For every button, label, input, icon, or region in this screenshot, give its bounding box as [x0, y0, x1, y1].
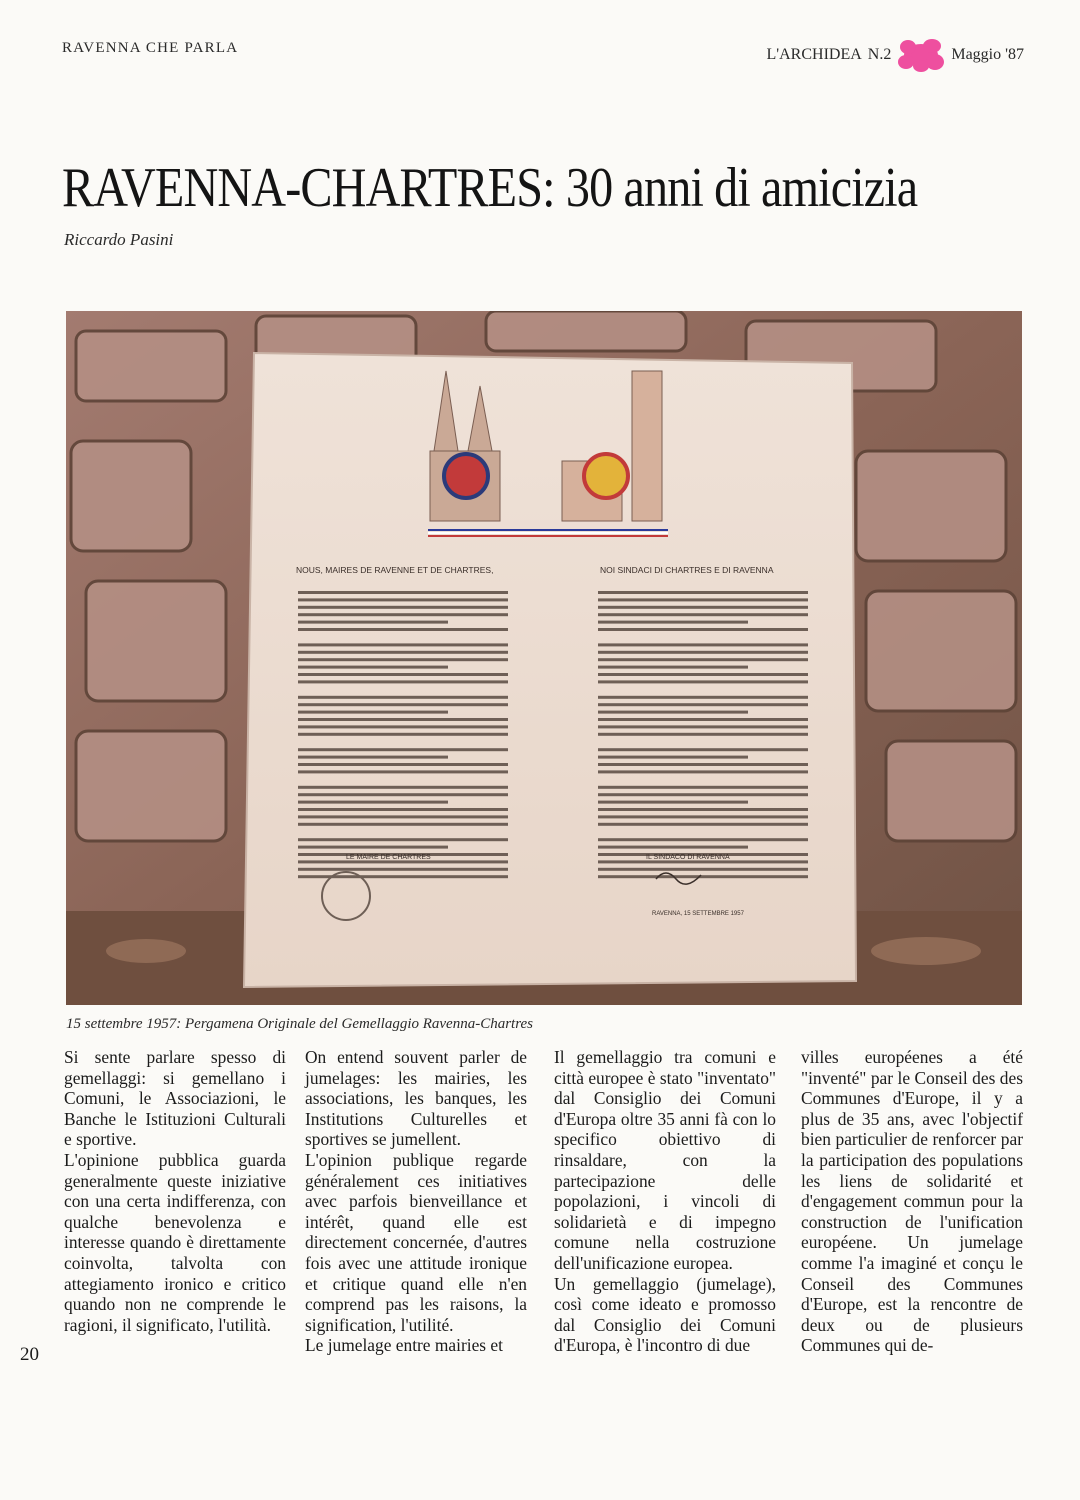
parchment-text-line [298, 658, 508, 661]
parchment-text-line [298, 868, 508, 871]
parchment-text-line [598, 733, 808, 736]
parchment-text-line [298, 786, 508, 789]
paragraph: Un gemellaggio (jumelage), così come ideato e promosso dal Consiglio dei Comuni d'Europa, è l'incontro di due [554, 1273, 776, 1356]
paragraph: Le jumelage entre mairies et [305, 1335, 503, 1356]
parchment-text-line [598, 613, 808, 616]
parchment-text-line [298, 763, 508, 766]
parchment-text-line [298, 718, 508, 721]
parchment-text-line [298, 643, 508, 646]
parchment-text-line [298, 823, 508, 826]
parchment-text-line [298, 711, 448, 714]
parchment-text-line [598, 680, 808, 683]
parchment-text-line [598, 868, 808, 871]
text-column-1 [64, 1047, 286, 1335]
section-header: RAVENNA CHE PARLA [62, 40, 239, 56]
issue-number: N.2 [867, 46, 892, 63]
parchment-text-line [298, 621, 448, 624]
parchment-text-line [298, 801, 448, 804]
text-column-4 [801, 1047, 1023, 1356]
parchment-place-date: RAVENNA, 15 SETTEMBRE 1957 [652, 911, 744, 917]
parchment-text-line [298, 591, 508, 594]
parchment-text-line [598, 846, 748, 849]
parchment-text-line [598, 748, 808, 751]
paragraph: Il gemellaggio tra comuni e città europee è stato "inventato" dal Consiglio dei Comuni d'Europa oltre 35 anni fà con lo specifico obiettivo di rinsaldare, con la partecipazione delle popolazioni, i vincoli di solidarietà e di impegno comune nella costruzione dell'unificazione europea. [554, 1047, 776, 1273]
parchment-text-line [598, 658, 808, 661]
parchment-text-line [298, 606, 508, 609]
magazine-name: L'ARCHIDEA [766, 46, 862, 63]
parchment-text-line [598, 763, 808, 766]
parchment-text-line [598, 598, 808, 601]
parchment-text-line [598, 711, 748, 714]
text-column-3 [554, 1047, 776, 1356]
parchment-text-line [298, 748, 508, 751]
parchment-text-line [598, 770, 808, 773]
text-column-2 [305, 1047, 527, 1356]
parchment-text-line [298, 703, 508, 706]
paragraph: On entend souvent parler de jumelages: les mairies, les associations, les banques, les Institutions Culturelles et sportives se jumellent. [305, 1047, 527, 1150]
parchment-text-line [598, 703, 808, 706]
parchment-right-sign: IL SINDACO DI RAVENNA [646, 854, 730, 861]
parchment-text-line [598, 666, 748, 669]
parchment-text-line [598, 621, 748, 624]
parchment-text-line [298, 680, 508, 683]
parchment-text-line [598, 696, 808, 699]
parchment-text-line [598, 725, 808, 728]
paragraph: villes européenes a été "inventé" par le Conseil des des Communes d'Europe, il y a plus de 35 ans, avec l'objectif bien particulier de renforcer par la participation des populations les liens de solidarité et d'engagement commun pour la construction de l'unification européene. Un jumelage comme l'a imaginé et conçu le Conseil des Communes d'Europe, est la rencontre de deux ou de plusieurs Communes qui de- [801, 1047, 1023, 1356]
parchment-text-line [298, 613, 508, 616]
issue-date: Maggio '87 [951, 46, 1024, 63]
parchment-text-line [598, 793, 808, 796]
parchment-text-line [598, 801, 748, 804]
parchment-text-line [298, 666, 448, 669]
parchment-text-line [598, 756, 748, 759]
parchment-left-heading: NOUS, MAIRES DE RAVENNE ET DE CHARTRES, [296, 565, 494, 575]
parchment-text-line [298, 598, 508, 601]
parchment-photo-graphic [66, 311, 1022, 1005]
parchment-text-line [598, 651, 808, 654]
parchment-text-line [598, 875, 808, 878]
parchment-text-line [298, 733, 508, 736]
parchment-text-line [598, 628, 808, 631]
parchment-text-line [298, 793, 508, 796]
parchment-text-line [598, 808, 808, 811]
parchment-text-line [598, 673, 808, 676]
parchment-text-line [298, 838, 508, 841]
parchment-text-line [298, 725, 508, 728]
parchment-text-line [598, 718, 808, 721]
page-number: 20 [20, 1344, 39, 1365]
parchment-text-line [298, 756, 448, 759]
parchment-text-line [298, 770, 508, 773]
orchid-flower-icon [897, 38, 945, 72]
paragraph: L'opinion publique regarde généralement ces initiatives avec parfois bienveillance et intérêt, quand elle est directement concernée, d'autres fois avec une attitude ironique et critique quand elle n'en comprend pas les raisons, la signification, l'utilité. [305, 1149, 527, 1335]
parchment-text-line [598, 591, 808, 594]
parchment-left-sign: LE MAIRE DE CHARTRES [346, 854, 431, 861]
parchment-text-line [298, 673, 508, 676]
parchment-right-heading: NOI SINDACI DI CHARTRES E DI RAVENNA [600, 565, 774, 575]
parchment-text-line [298, 815, 508, 818]
paragraph: L'opinione pubblica guarda generalmente queste iniziative con una certa indifferenza, con qualche benevolenza e interesse quando è direttamente coinvolta, talvolta con attegiamento ironico e critico quando non ne comprende le ragioni, il significato, l'utilità. [64, 1149, 286, 1335]
parchment-text-line [598, 815, 808, 818]
article-author: Riccardo Pasini [64, 230, 174, 249]
parchment-text-line [598, 823, 808, 826]
parchment-text-line [298, 651, 508, 654]
parchment-text-line [598, 838, 808, 841]
parchment-text-line [598, 786, 808, 789]
parchment-text-line [298, 628, 508, 631]
parchment-text-line [598, 643, 808, 646]
parchment-text-line [598, 606, 808, 609]
paragraph: Si sente parlare spesso di gemellaggi: si gemellano i Comuni, le Associazioni, le Banche le Istituzioni Culturali e sportive. [64, 1047, 286, 1150]
parchment-photo [66, 311, 1022, 1005]
magazine-header [766, 38, 1024, 72]
parchment-text-line [298, 846, 448, 849]
photo-caption: 15 settembre 1957: Pergamena Originale del Gemellaggio Ravenna-Chartres [66, 1016, 533, 1032]
article-title: RAVENNA-CHARTRES: 30 anni di amicizia [62, 157, 918, 219]
parchment-text-line [298, 808, 508, 811]
parchment-text-line [298, 696, 508, 699]
